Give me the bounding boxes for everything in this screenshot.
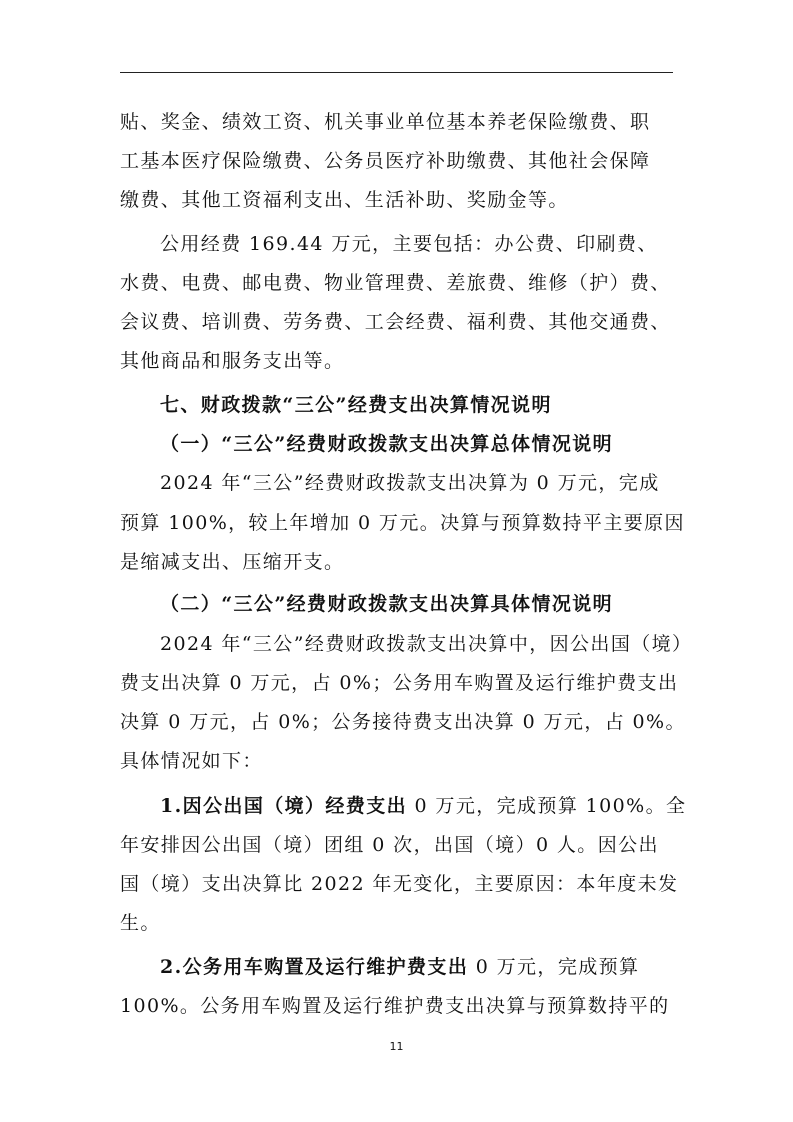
subsection-heading: （二）“三公”经费财政拨款支出决算具体情况说明 [160,593,614,615]
text-line: 会议费、培训费、劳务费、工会经费、福利费、其他交通费、 [120,311,671,333]
text-line: 1.因公出国（境）经费支出 0 万元，完成预算 100%。全 [160,795,687,817]
item-heading: 2.公务用车购置及运行维护费支出 [160,956,469,978]
text-line: 具体情况如下： [120,750,263,772]
text-line: 决算 0 万元，占 0%；公务接待费支出决算 0 万元，占 0%。 [120,711,686,733]
text-line: 贴、奖金、绩效工资、机关事业单位基本养老保险缴费、职 [120,111,651,133]
text-line: 缴费、其他工资福利支出、生活补助、奖励金等。 [120,189,569,211]
item-heading: 1.因公出国（境）经费支出 [160,795,408,817]
text-line: 预算 100%，较上年增加 0 万元。决算与预算数持平主要原因 [120,512,685,534]
header-rule [120,72,673,73]
text-line: 2024 年“三公”经费财政拨款支出决算为 0 万元，完成 [160,472,660,494]
text-line: 国（境）支出决算比 2022 年无变化，主要原因：本年度未发 [120,873,679,895]
text-line: 生。 [120,912,161,934]
subsection-heading: （一）“三公”经费财政拨款支出决算总体情况说明 [160,433,614,455]
text-line: 水费、电费、邮电费、物业管理费、差旅费、维修（护）费、 [120,272,671,294]
text-line: 是缩减支出、压缩开支。 [120,551,345,573]
text-line: 2024 年“三公”经费财政拨款支出决算中，因公出国（境） [160,633,693,655]
text-line: 费支出决算 0 万元，占 0%；公务用车购置及运行维护费支出 [120,672,679,694]
section-heading: 七、财政拨款“三公”经费支出决算情况说明 [160,394,552,416]
text-line: 工基本医疗保险缴费、公务员医疗补助缴费、其他社会保障 [120,150,651,172]
text-line: 2.公务用车购置及运行维护费支出 0 万元，完成预算 [160,956,640,978]
text-line: 年安排因公出国（境）团组 0 次，出国（境）0 人。因公出 [120,834,659,856]
text-line: 公用经费 169.44 万元，主要包括：办公费、印刷费、 [160,233,658,255]
page-number: 11 [389,1040,404,1053]
text-line: 其他商品和服务支出等。 [120,350,345,372]
text-line: 100%。公务用车购置及运行维护费支出决算与预算数持平的 [120,995,670,1017]
